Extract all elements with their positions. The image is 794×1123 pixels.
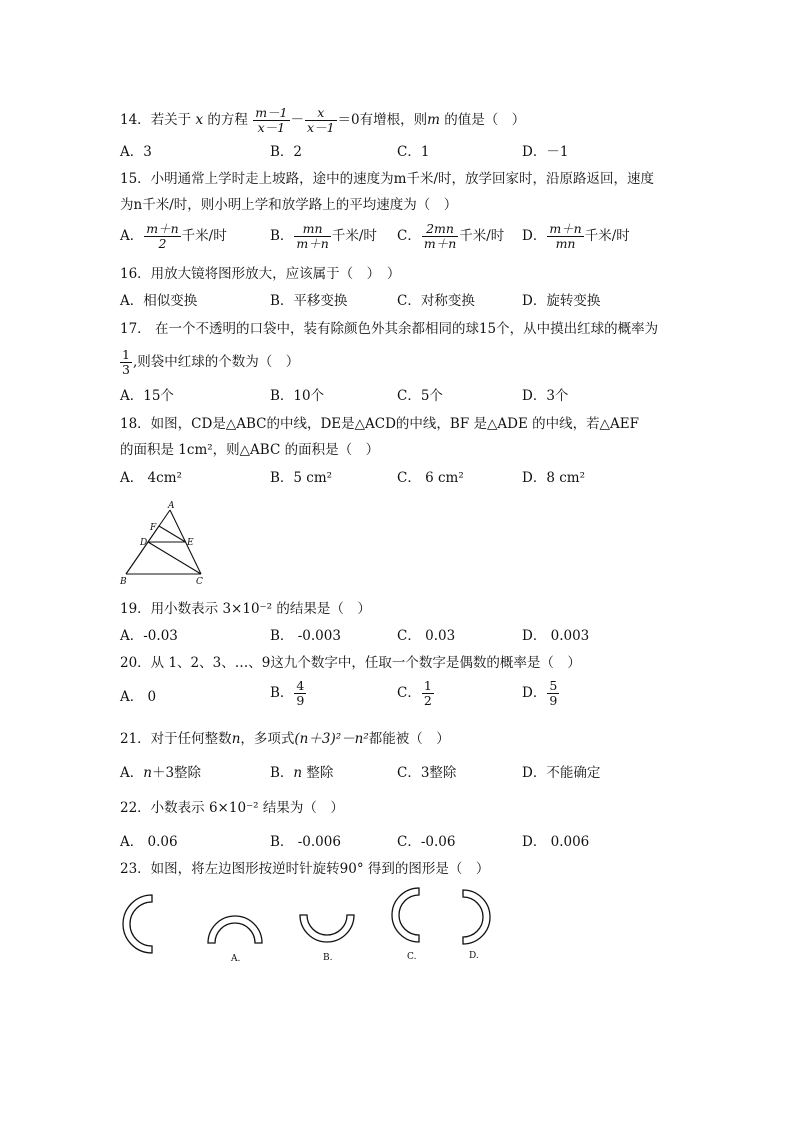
q15-option-c-fraction [422,222,458,251]
q18-label-c: C [196,577,203,587]
q17-text: ,则袋中红球的个数为（ ） [132,354,300,370]
q23-stem: 23．如图，将左边图形按逆时针旋转90° 得到的图形是（ ） [120,861,490,877]
q15-option-a-den: 2 [158,236,167,251]
q23-option-d-arc [463,890,490,944]
q15-option-b-fraction [294,222,330,251]
q15-option-a-label: A． [120,228,144,244]
q18-option-b[interactable]: B．5 cm² [270,470,333,486]
q20-option-c-fraction [422,679,434,708]
q14-option-b[interactable]: B．2 [270,144,303,160]
q15-option-b-num: mn [294,222,330,237]
q14-text-b: 的方程 [207,112,248,128]
q21-text-b: ，多项式 [240,731,295,747]
q23-label-a: A. [231,954,241,964]
q15-option-b[interactable] [270,222,377,251]
q20-option-b-den: 9 [296,693,305,708]
q19-option-b[interactable]: B． -0.003 [270,628,341,644]
q17-fraction-num: 1 [122,347,130,362]
q20-stem: 20．从 1、2、3、…、9这九个数字中，任取一个数字是偶数的概率是（ ） [120,655,581,671]
q17-option-b[interactable]: B．10个 [270,388,325,404]
q17-stem-line-1: 17． 在一个不透明的口袋中，装有除颜色外其余都相同的球15个，从中摸出红球的概率为 [120,321,659,337]
q18-option-c[interactable]: C． 6 cm² [397,470,464,486]
q20-option-b-fraction [294,679,306,708]
q20-option-d-label: D． [522,685,547,701]
q18-stem-line-2: 的面积是 1cm²，则△ABC 的面积是（ ） [120,442,380,458]
q15-option-c-label: C． [397,228,421,244]
q21-option-d-label: D． [522,765,547,781]
q18-segment-bf [126,526,159,574]
q16-option-b[interactable]: B．平移变换 [270,293,348,309]
q14-fraction-2-den: x－1 [307,120,335,135]
q17-stem-line-2 [120,348,299,377]
q20-option-d-den: 9 [549,693,558,708]
q21-option-a-var: n [143,765,152,781]
q15-option-b-unit: 千米/时 [331,228,377,244]
q15-option-a-unit: 千米/时 [181,228,227,244]
q21-text-a: 21．对于任何整数 [120,731,232,747]
q21-option-a[interactable] [120,764,201,782]
q20-option-c-label: C． [397,685,421,701]
q18-option-a[interactable]: A． 4cm² [120,470,182,486]
q23-option-a-arc [208,916,262,943]
q17-option-d[interactable]: D．3个 [522,388,569,404]
q15-option-d-den: mn [555,236,576,251]
q15-stem-line-1: 15．小明通常上学时走上坡路，途中的速度为m千米/时，放学回家时，沿原路返回，速度 [120,171,655,187]
q14-number: 14． [120,112,151,128]
q17-fraction [120,348,132,377]
q16-option-a[interactable]: A．相似变换 [120,293,198,309]
q17-option-a[interactable]: A．15个 [120,388,174,404]
q21-option-b[interactable] [270,764,333,782]
q16-option-d[interactable]: D．旋转变换 [522,293,601,309]
q17-option-c[interactable]: C．5个 [397,388,443,404]
q18-label-a: A [168,501,175,511]
q21-option-a-text: ＋3整除 [151,765,202,781]
q20-option-c-num: 1 [423,678,432,693]
q17-fraction-den: 3 [122,362,130,377]
q20-option-d-fraction [547,679,559,708]
q16-stem: 16．用放大镜将图形放大，应该属于（ ） ） [120,266,401,282]
q14-text-d: 的值是（ ） [444,112,526,128]
q15-option-d-fraction [547,222,583,251]
q14-var-x: x [195,112,204,128]
q15-option-a-num: m＋n [146,221,179,236]
q15-option-c[interactable] [397,222,504,251]
q20-option-d[interactable] [522,679,560,708]
q22-option-d[interactable]: D． 0.006 [522,834,590,850]
q21-option-b-label: B． [270,765,294,781]
q23-rotation-figures [110,885,510,970]
q21-option-c[interactable] [397,764,456,782]
q14-text-a: 若关于 [150,112,192,128]
q20-option-b-label: B． [270,685,294,701]
q20-option-a[interactable]: A． 0 [120,689,157,705]
q15-option-c-unit: 千米/时 [459,228,505,244]
q16-option-c[interactable]: C．对称变换 [397,293,475,309]
q15-option-b-label: B． [270,228,294,244]
q20-option-c-den: 2 [423,693,432,708]
q21-option-b-var: n [293,765,303,781]
q15-option-a[interactable] [120,222,227,251]
q19-stem: 19．用小数表示 3×10⁻² 的结果是（ ） [120,601,371,617]
q15-option-c-den: m＋n [423,236,457,251]
q21-option-a-label: A． [120,765,144,781]
q21-option-d[interactable] [522,764,600,782]
q20-option-c[interactable] [397,679,435,708]
q21-option-c-label: C． [397,765,421,781]
q23-option-b-arc [300,915,354,942]
q14-minus: － [290,112,305,128]
q20-option-d-num: 5 [549,678,558,693]
q21-option-c-text: 3整除 [420,765,457,781]
q19-option-a[interactable]: A．-0.03 [120,628,178,644]
q20-option-b-num: 4 [296,678,305,693]
q21-text-c: 都能被（ ） [368,731,450,747]
q14-fraction-1-den: x－1 [257,120,286,135]
q15-option-d-num: m＋n [549,221,582,236]
q14-stem [120,106,525,135]
q22-option-a[interactable]: A． 0.06 [120,834,178,850]
q14-option-a[interactable]: A．3 [120,144,152,160]
q23-option-c-arc [392,888,419,942]
q18-triangle-figure [115,498,215,588]
q23-label-d: D. [469,951,479,961]
q21-expression: (n＋3)²－n² [294,731,369,747]
q14-fraction-1 [253,106,289,135]
q18-label-e: E [187,538,194,548]
q14-fraction-2 [305,106,337,135]
q19-option-d[interactable]: D． 0.003 [522,628,590,644]
q23-label-c: C. [407,952,417,962]
q21-var-n: n [231,731,241,747]
q18-label-f: F [150,523,157,533]
q21-option-b-text: 整除 [302,765,334,781]
q21-option-d-text: 不能确定 [546,765,601,781]
q20-option-b[interactable] [270,679,307,708]
q14-equals: ＝0 [337,112,360,128]
q21-stem [120,730,450,748]
q22-option-b[interactable]: B． -0.006 [270,834,341,850]
q15-option-d[interactable] [522,222,630,251]
q14-fraction-2-num: x [305,106,337,121]
q14-text-c: 有增根，则 [359,112,428,128]
q18-option-d[interactable]: D．8 cm² [522,470,585,486]
q15-stem-line-2: 为n千米/时，则小明上学和放学路上的平均速度为（ ） [120,197,458,213]
q18-label-d: D [140,538,148,548]
q22-option-c[interactable]: C．-0.06 [397,834,456,850]
q14-var-m: m [427,112,440,128]
q14-option-d[interactable]: D．－1 [522,144,569,160]
q15-option-d-unit: 千米/时 [584,228,630,244]
q15-option-b-den: m＋n [296,236,329,251]
q14-option-c[interactable]: C．1 [397,144,430,160]
q15-option-c-num: 2mn [422,222,458,237]
q15-option-d-label: D． [522,228,547,244]
q23-original-arc [123,895,152,953]
q22-stem: 22．小数表示 6×10⁻² 结果为（ ） [120,800,344,816]
q14-fraction-1-num: m－1 [255,105,288,120]
q15-option-a-fraction [144,222,180,251]
q18-label-b: B [120,577,127,587]
q23-label-b: B. [323,953,333,963]
q18-stem-line-1: 18．如图，CD是△ABC的中线，DE是△ACD的中线，BF 是△ADE 的中线，若△AEF [120,416,639,432]
q19-option-c[interactable]: C． 0.03 [397,628,456,644]
